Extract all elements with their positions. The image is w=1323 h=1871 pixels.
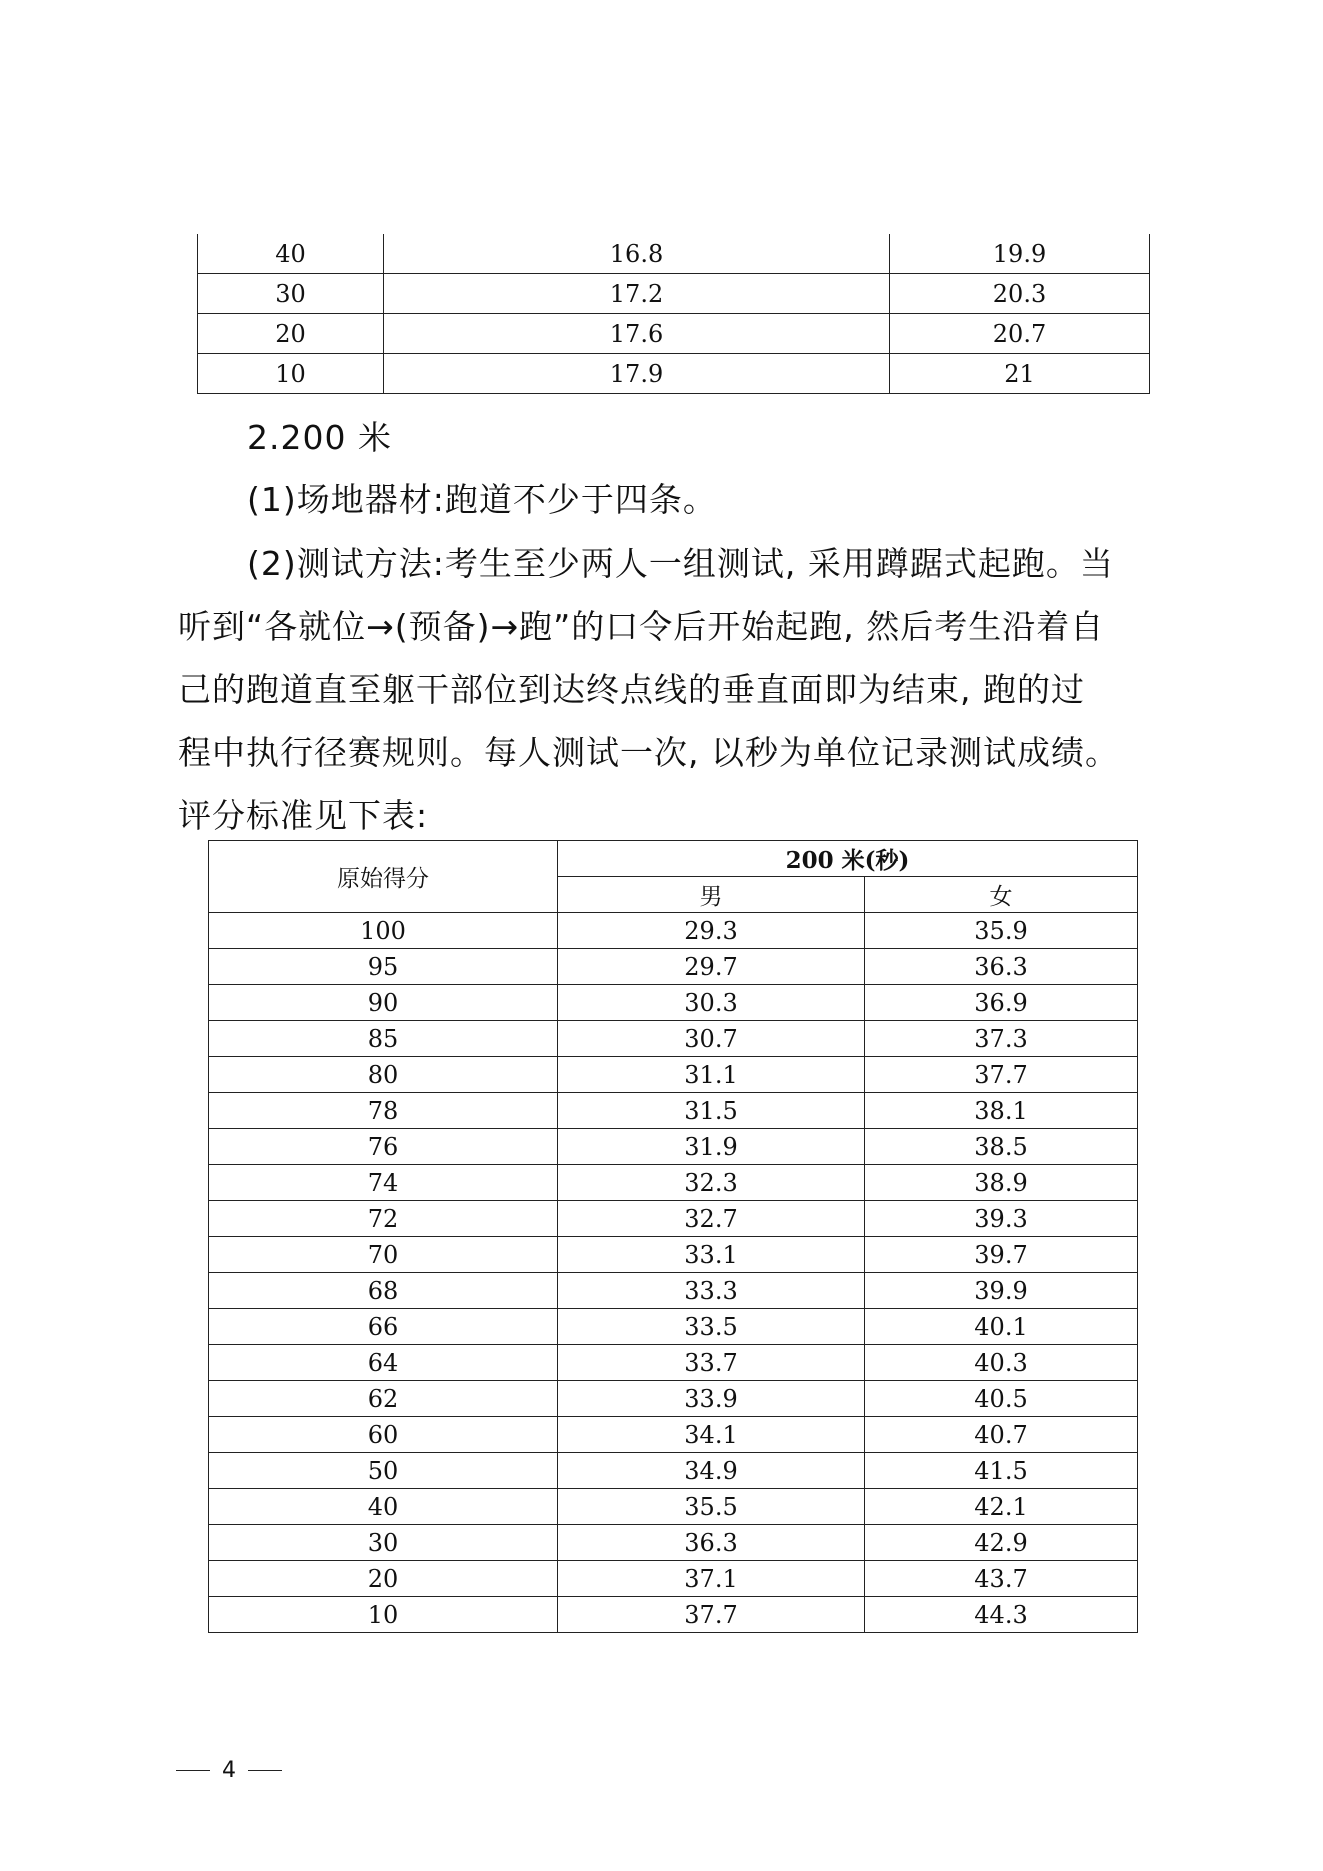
female-time-cell: 20.7: [890, 314, 1150, 354]
table-row: [209, 1057, 1138, 1093]
score-cell: 80: [209, 1057, 558, 1093]
score-cell: 74: [209, 1165, 558, 1201]
header-male: 男: [558, 877, 865, 913]
male-time-cell: 35.5: [558, 1489, 865, 1525]
female-time-cell: 38.5: [865, 1129, 1138, 1165]
score-table-body: [209, 913, 1138, 1633]
table-row: [209, 949, 1138, 985]
female-time-cell: 40.5: [865, 1381, 1138, 1417]
female-time-cell: 39.7: [865, 1237, 1138, 1273]
male-time-cell: 30.7: [558, 1021, 865, 1057]
score-cell: 100: [209, 913, 558, 949]
header-female: 女: [865, 877, 1138, 913]
table-row: [209, 1489, 1138, 1525]
male-time-cell: 34.1: [558, 1417, 865, 1453]
score-cell: 78: [209, 1093, 558, 1129]
female-time-cell: 39.9: [865, 1273, 1138, 1309]
male-time-cell: 29.7: [558, 949, 865, 985]
score-cell: 90: [209, 985, 558, 1021]
footer-dash-left: [176, 1770, 210, 1771]
female-time-cell: 40.7: [865, 1417, 1138, 1453]
table-row: [209, 913, 1138, 949]
table-row: [198, 314, 1150, 354]
male-time-cell: 37.7: [558, 1597, 865, 1633]
male-time-cell: 33.5: [558, 1309, 865, 1345]
section-title: 2.200 米: [247, 418, 392, 457]
score-cell: 30: [209, 1525, 558, 1561]
female-time-cell: 43.7: [865, 1561, 1138, 1597]
male-time-cell: 31.9: [558, 1129, 865, 1165]
score-cell: 60: [209, 1417, 558, 1453]
female-time-cell: 41.5: [865, 1453, 1138, 1489]
score-cell: 64: [209, 1345, 558, 1381]
table-caption: 评分标准见下表:: [178, 796, 429, 835]
male-time-cell: 31.5: [558, 1093, 865, 1129]
header-event: 200 米(秒): [558, 841, 1138, 877]
score-cell: 40: [198, 234, 384, 274]
page-footer: [176, 1758, 282, 1783]
score-cell: 10: [209, 1597, 558, 1633]
table-row: [209, 985, 1138, 1021]
continued-score-table-body: [198, 234, 1150, 394]
score-cell: 20: [198, 314, 384, 354]
female-time-cell: 42.1: [865, 1489, 1138, 1525]
table-row: [198, 234, 1150, 274]
female-time-cell: 40.1: [865, 1309, 1138, 1345]
table-row: [209, 1237, 1138, 1273]
female-time-cell: 36.9: [865, 985, 1138, 1021]
female-time-cell: 42.9: [865, 1525, 1138, 1561]
table-row: [209, 1381, 1138, 1417]
header-row: [209, 841, 1138, 877]
table-row: [209, 1525, 1138, 1561]
method-line: 程中执行径赛规则。每人测试一次, 以秒为单位记录测试成绩。: [178, 733, 1119, 772]
male-time-cell: 34.9: [558, 1453, 865, 1489]
female-time-cell: 37.3: [865, 1021, 1138, 1057]
female-time-cell: 44.3: [865, 1597, 1138, 1633]
table-row: [209, 1345, 1138, 1381]
female-time-cell: 36.3: [865, 949, 1138, 985]
female-time-cell: 35.9: [865, 913, 1138, 949]
score-cell: 10: [198, 354, 384, 394]
score-cell: 40: [209, 1489, 558, 1525]
table-row: [209, 1093, 1138, 1129]
footer-dash-right: [248, 1770, 282, 1771]
score-cell: 76: [209, 1129, 558, 1165]
table-row: [209, 1021, 1138, 1057]
continued-score-table: [197, 234, 1150, 394]
male-time-cell: 32.3: [558, 1165, 865, 1201]
female-time-cell: 37.7: [865, 1057, 1138, 1093]
female-time-cell: 38.1: [865, 1093, 1138, 1129]
score-cell: 68: [209, 1273, 558, 1309]
male-time-cell: 16.8: [384, 234, 890, 274]
male-time-cell: 37.1: [558, 1561, 865, 1597]
female-time-cell: 38.9: [865, 1165, 1138, 1201]
score-cell: 20: [209, 1561, 558, 1597]
male-time-cell: 33.7: [558, 1345, 865, 1381]
female-time-cell: 19.9: [890, 234, 1150, 274]
score-cell: 50: [209, 1453, 558, 1489]
score-table-200m: [208, 840, 1138, 1633]
table-row: [198, 274, 1150, 314]
header-score: 原始得分: [209, 841, 558, 913]
method-line: 听到“各就位→(预备)→跑”的口令后开始起跑, 然后考生沿着自: [178, 607, 1105, 646]
table-row: [209, 1201, 1138, 1237]
method-line: (2)测试方法:考生至少两人一组测试, 采用蹲踞式起跑。当: [247, 544, 1114, 583]
table-row: [209, 1417, 1138, 1453]
male-time-cell: 17.9: [384, 354, 890, 394]
male-time-cell: 17.2: [384, 274, 890, 314]
equipment-paragraph: (1)场地器材:跑道不少于四条。: [247, 480, 717, 519]
method-paragraph: [178, 532, 1178, 784]
male-time-cell: 31.1: [558, 1057, 865, 1093]
method-line: 己的跑道直至躯干部位到达终点线的垂直面即为结束, 跑的过: [178, 670, 1085, 709]
table-row: [209, 1561, 1138, 1597]
score-cell: 62: [209, 1381, 558, 1417]
score-cell: 85: [209, 1021, 558, 1057]
score-cell: 95: [209, 949, 558, 985]
table-row: [209, 1129, 1138, 1165]
table-row: [209, 1273, 1138, 1309]
table-row: [209, 1453, 1138, 1489]
male-time-cell: 30.3: [558, 985, 865, 1021]
female-time-cell: 20.3: [890, 274, 1150, 314]
page-number: 4: [222, 1758, 236, 1783]
male-time-cell: 29.3: [558, 913, 865, 949]
female-time-cell: 40.3: [865, 1345, 1138, 1381]
score-cell: 30: [198, 274, 384, 314]
table-row: [209, 1309, 1138, 1345]
male-time-cell: 17.6: [384, 314, 890, 354]
table-row: [198, 354, 1150, 394]
female-time-cell: 21: [890, 354, 1150, 394]
male-time-cell: 33.3: [558, 1273, 865, 1309]
female-time-cell: 39.3: [865, 1201, 1138, 1237]
male-time-cell: 33.1: [558, 1237, 865, 1273]
male-time-cell: 33.9: [558, 1381, 865, 1417]
male-time-cell: 36.3: [558, 1525, 865, 1561]
male-time-cell: 32.7: [558, 1201, 865, 1237]
score-cell: 72: [209, 1201, 558, 1237]
table-row: [209, 1597, 1138, 1633]
score-cell: 66: [209, 1309, 558, 1345]
score-table-header: [209, 841, 1138, 913]
table-row: [209, 1165, 1138, 1201]
score-cell: 70: [209, 1237, 558, 1273]
